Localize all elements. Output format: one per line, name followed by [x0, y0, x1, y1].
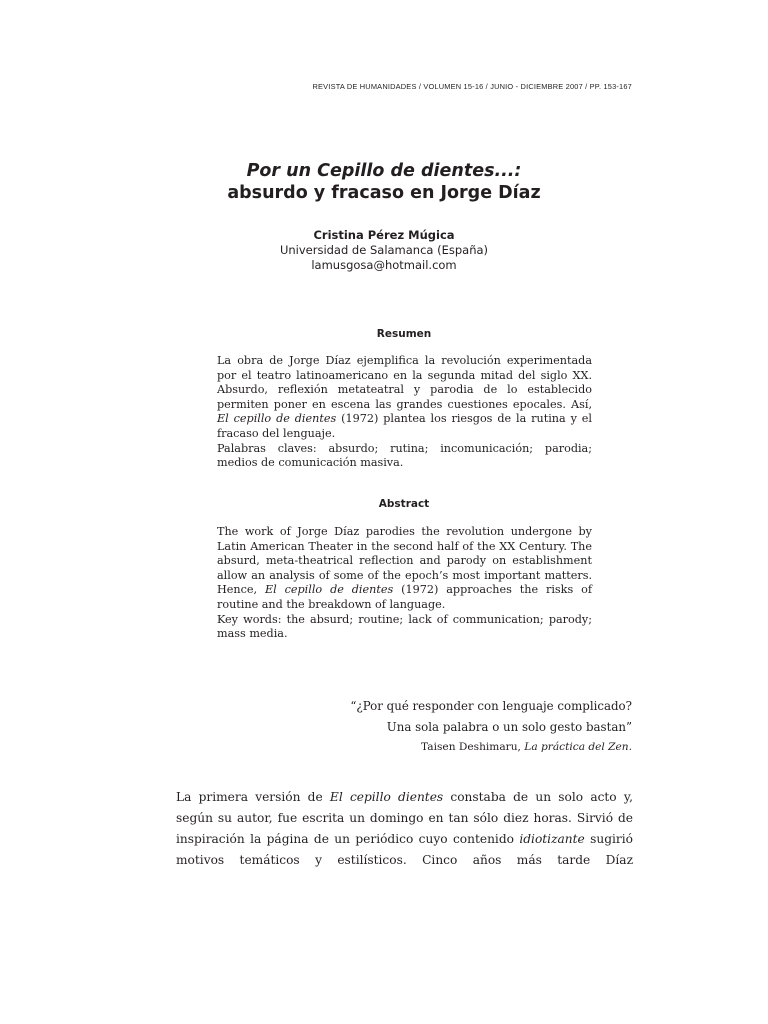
epigraph-author: Taisen Deshimaru,	[421, 741, 525, 753]
epigraph-line-2: Una sola palabra o un solo gesto bastan”	[386, 720, 632, 734]
body-text-italic-1: El cepillo dientes	[329, 790, 444, 804]
resumen-paragraph	[217, 354, 592, 442]
resumen-text-italic: El cepillo de dientes	[217, 412, 337, 426]
abstract-text-italic: El cepillo de dientes	[264, 583, 394, 597]
abstract-text	[217, 525, 592, 642]
epigraph-work: La práctica del Zen.	[524, 741, 632, 753]
body-text-part-3: sugirió motivos temáticos y estilísticos. Cinco años más tarde Díaz	[176, 832, 633, 867]
running-head: REVISTA DE HUMANIDADES / VOLUMEN 15-16 / JUNIO - DICIEMBRE 2007 / PP. 153-167	[312, 82, 632, 91]
body-paragraph	[176, 787, 633, 871]
resumen-text	[217, 354, 592, 471]
abstract-text-part-1: The work of Jorge Díaz parodies the revolution undergone by Latin American Theater in the second half of the XX Century. The absurd, meta-theatrical reflection and parody on establishment allow an analysis of some of the epoch’s most important matters. Hence,	[217, 525, 592, 597]
resumen-text-part-2: (1972) plantea los riesgos de la rutina y el fracaso del lenguaje.	[217, 412, 593, 440]
body-text-part-1: La primera versión de	[176, 790, 330, 804]
abstract-heading: Abstract	[378, 498, 430, 510]
resumen-heading: Resumen	[376, 328, 432, 340]
epigraph-source	[350, 739, 632, 755]
title-line-2: absurdo y fracaso en Jorge Díaz	[227, 183, 541, 203]
resumen-text-part-1: La obra de Jorge Díaz ejemplifica la revolución experimentada por el teatro latinoamericano en la segunda mitad del siglo XX. Absurdo, reflexión metateatral y parodia de lo establecido permiten poner en escena las grandes cuestiones epocales. Así,	[217, 354, 592, 411]
abstract-text-part-2: (1972) approaches the risks of routine and the breakdown of language.	[217, 583, 592, 611]
epigraph	[350, 696, 632, 755]
article-title	[0, 160, 768, 204]
resumen-keywords: Palabras claves: absurdo; rutina; incomunicación; parodia; medios de comunicación masiva.	[217, 441, 592, 470]
author-affiliation: Universidad de Salamanca (España)	[279, 243, 489, 257]
author-block	[0, 228, 768, 273]
body-text-part-2: constaba de un solo acto y, según su autor, fue escrita un domingo en tan sólo diez horas. Sirvió de inspiración la página de un periódico cuyo contenido	[176, 790, 634, 846]
body-text-italic-2: idiotizante	[519, 832, 585, 846]
author-email: lamusgosa@hotmail.com	[311, 258, 457, 272]
author-name: Cristina Pérez Múgica	[313, 228, 455, 242]
abstract-keywords: Key words: the absurd; routine; lack of communication; parody; mass media.	[217, 612, 592, 641]
abstract-paragraph	[217, 525, 592, 613]
body-text	[176, 787, 633, 871]
title-line-1: Por un Cepillo de dientes...:	[246, 161, 522, 181]
epigraph-line-1: “¿Por qué responder con lenguaje complicado?	[350, 699, 632, 713]
